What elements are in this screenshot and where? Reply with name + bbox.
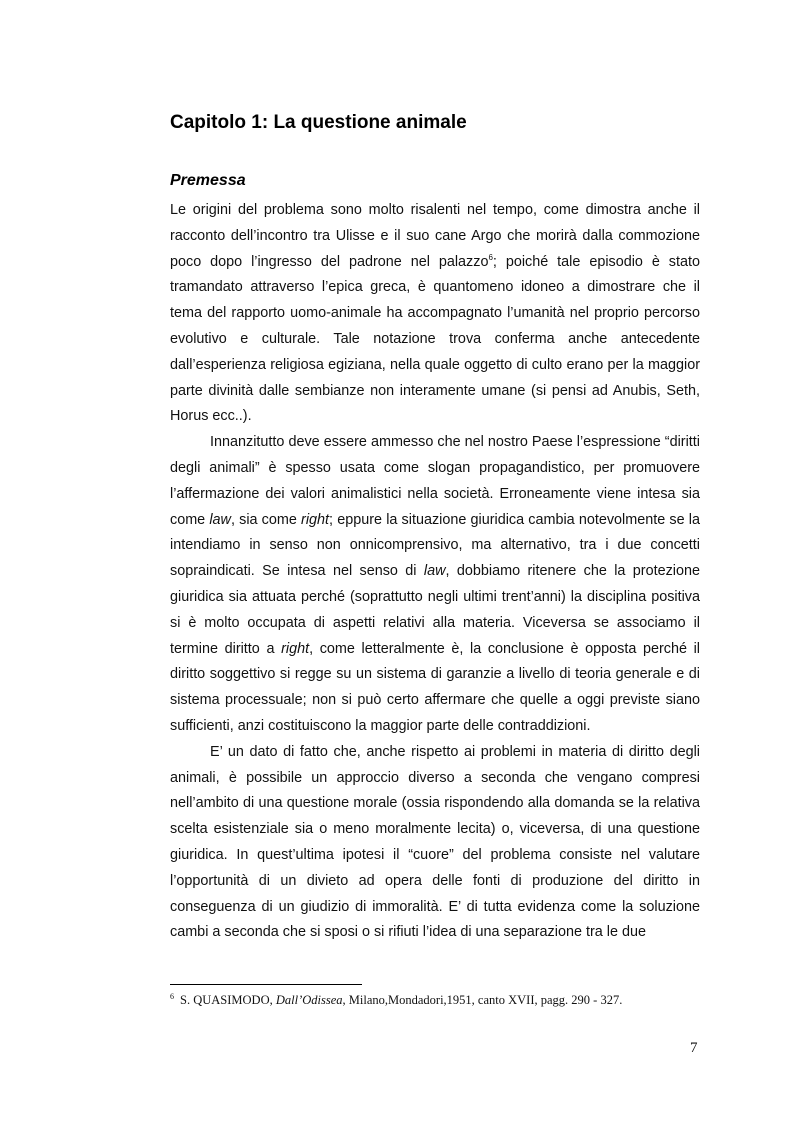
paragraph-2-text-b: , sia come bbox=[230, 511, 302, 528]
term-right: right bbox=[301, 511, 330, 528]
section-title: Premessa bbox=[170, 172, 246, 189]
paragraph-1-text-b: ; poiché tale episodio è stato tramandato attraverso l’epica greca, è quantomeno idoneo a dimostrare che il tema del rapporto uomo-animale ha accompagnato l’umanità nel proprio percorso evolutivo e culturale. Tale notazione trova conferma anche antecedente dall’esperienza religiosa egiziana, nella quale oggetto di culto erano per la maggior parte divinità dalle sembianze non interamente umane (si pensi ad Anubis, Seth, Horus ecc..). bbox=[170, 253, 700, 425]
paragraph-3: E’ un dato di fatto che, anche rispetto ai problemi in materia di diritto degli animali, è possibile un approccio diverso a seconda che vengano compresi nell’ambito di una questione morale (ossia rispondendo alla domanda se la relativa scelta esistenziale sia o meno moralmente lecita) o, viceversa, di una questione giuridica. In quest’ultima ipotesi il “cuore” del problema consiste nel valutare l’opportunità di un divieto ad opera delle fonti di produzione del diritto in conseguenza di un giudizio di immoralità. E’ di tutta evidenza come la soluzione cambi a seconda che si sposi o si rifiuti l’idea di una separazione tra le due bbox=[170, 743, 700, 941]
footnote-ref-link[interactable]: 6 bbox=[488, 252, 493, 262]
term-law: law bbox=[423, 563, 446, 580]
term-law: law bbox=[209, 511, 231, 528]
chapter-title: Capitolo 1: La questione animale bbox=[170, 112, 467, 133]
footnote bbox=[170, 992, 710, 1008]
paragraph-1 bbox=[170, 198, 700, 430]
paragraph-2 bbox=[170, 430, 700, 740]
footnote-divider bbox=[170, 984, 362, 985]
term-right: right bbox=[281, 640, 310, 657]
footnote-number: 6 bbox=[170, 992, 174, 1001]
body-text bbox=[170, 198, 700, 946]
paragraph-2-text-e: , come letteralmente è, la conclusione è opposta perché il diritto soggettivo si regge su un sistema di garanzie a livello di teoria generale e di sistema processuale; non si può certo affermare che quelle a oggi previste siano sufficienti, anzi costituiscono la maggior parte delle contraddizioni. bbox=[170, 640, 700, 734]
paragraph-2-text-c: ; eppure la situazione giuridica cambia notevolmente se la intendiamo in senso non onnicomprensivo, ma alternativo, tra i due concetti sopraindicati. Se intesa nel senso di bbox=[170, 511, 700, 580]
paragraph-1-text-a: Le origini del problema sono molto risalenti nel tempo, come dimostra anche il racconto dell’incontro tra Ulisse e il suo cane Argo che morirà dalla commozione poco dopo l’ingresso del padrone nel palazzo bbox=[170, 202, 700, 270]
footnote-work-title: Dall’Odissea bbox=[275, 993, 343, 1008]
footnote-author: S. QUASIMODO, bbox=[180, 993, 276, 1008]
paragraph-2-text-a: Innanzitutto deve essere ammesso che nel nostro Paese l’espressione “diritti degli animali” è spesso usata come slogan propagandistico, per promuovere l’affermazione dei valori animalistici nella società. Erroneamente viene intesa sia come bbox=[170, 434, 700, 528]
paragraph-2-text-d: , dobbiamo ritenere che la protezione giuridica sia attuata perché (soprattutto negli ultimi trent’anni) la disciplina positiva si è molto occupata di aspetti relativi alla materia. Viceversa se associamo il termine diritto a bbox=[170, 563, 700, 657]
page-number: 7 bbox=[690, 1040, 698, 1056]
footnote-citation: , Milano,Mondadori,1951, canto XVII, pagg. 290 - 327. bbox=[342, 993, 623, 1008]
